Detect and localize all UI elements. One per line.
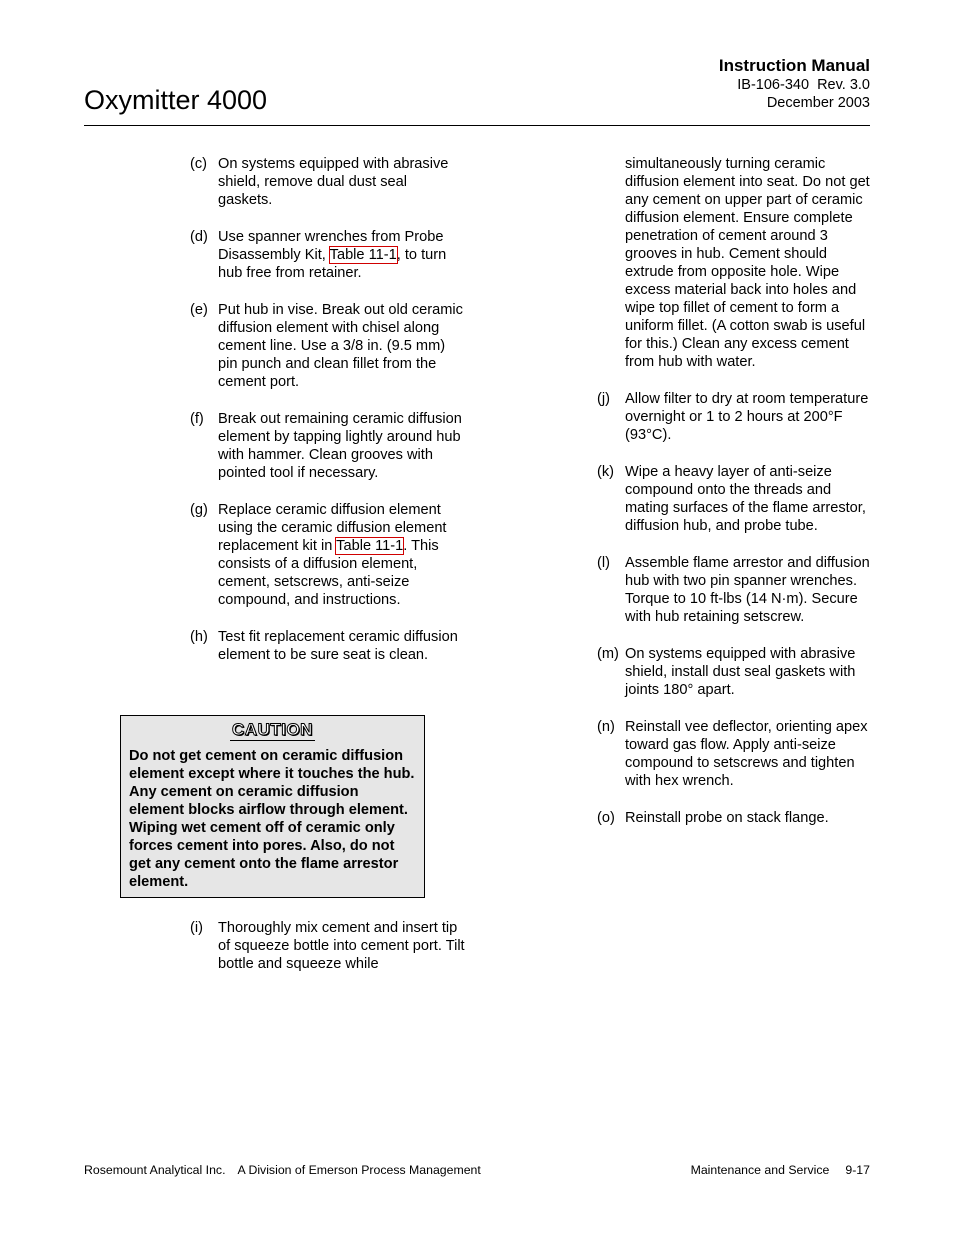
step-text: Put hub in vise. Break out old ceramic diffusion element with chisel along cement line. Use a 3/8 in. (9.5 mm) pin punch and clean fillet from the cement port. <box>218 302 463 390</box>
doc-date: December 2003 <box>766 95 870 111</box>
step-label: (e) <box>190 302 208 318</box>
footer-company: Rosemount Analytical Inc. <box>84 1163 226 1177</box>
page-number: 9-17 <box>845 1163 870 1177</box>
step-text-post: . This consists of a diffusion element, cement, setscrews, anti-seize compound, and instructions. <box>218 538 439 608</box>
step-i-continued: simultaneously turning ceramic diffusion element into seat. Do not get any cement on upper part of ceramic diffusion element. Ensure complete penetration of cement around 3 grooves in hub. Cement should extrude from opposite hole. Wipe excess material back into holes and wipe top fillet of cement to form a uniform fillet. (A cotton swab is useful for this.) Clean any excess cement from hub with water. <box>625 156 870 370</box>
step-label: (h) <box>190 629 208 645</box>
caution-box <box>120 715 425 898</box>
caution-text: Do not get cement on ceramic diffusion element except where it touches the hub. Any cement on ceramic diffusion element blocks airflow through element. Wiping wet cement off of ceramic only forces cement into pores. Also, do not get any cement onto the flame arrestor element. <box>129 748 415 890</box>
footer-right <box>691 1162 870 1178</box>
step-text: Thoroughly mix cement and insert tip of squeeze bottle into cement port. Tilt bottle and squeeze while <box>218 920 465 972</box>
step-label: (o) <box>597 810 615 826</box>
step-text: Reinstall vee deflector, orienting apex toward gas flow. Apply anti-seize compound to setscrews and tighten with hex wrench. <box>625 719 868 789</box>
step-label: (i) <box>190 920 203 936</box>
step-f <box>190 410 465 482</box>
step-text: Reinstall probe on stack flange. <box>625 810 829 826</box>
step-text: Break out remaining ceramic diffusion element by tapping lightly around hub with hammer. Clean grooves with pointed tool if necessary. <box>218 411 462 481</box>
step-c <box>190 155 465 209</box>
step-o <box>597 809 870 827</box>
step-text-post: , to turn hub free from retainer. <box>218 247 447 281</box>
step-label: (l) <box>597 555 610 571</box>
step-text-pre: Replace ceramic diffusion element using the ceramic diffusion element replacement kit in <box>218 502 447 554</box>
header-rule <box>84 125 870 126</box>
step-text: Wipe a heavy layer of anti-seize compound onto the threads and mating surfaces of the flame arrestor, diffusion hub, and probe tube. <box>625 464 866 534</box>
doc-number: IB-106-340 Rev. 3.0 <box>737 77 870 93</box>
product-title: Oxymitter 4000 <box>84 85 268 115</box>
step-text <box>218 228 465 282</box>
step-label: (j) <box>597 391 610 407</box>
left-column <box>190 155 465 683</box>
caution-title: CAUTION <box>232 720 313 739</box>
step-j <box>597 390 870 444</box>
step-h <box>190 628 465 664</box>
header-meta <box>719 56 870 112</box>
step-label: (k) <box>597 464 615 480</box>
step-text: On systems equipped with abrasive shield, install dust seal gaskets with joints 180° apart. <box>625 646 856 698</box>
step-l <box>597 554 870 626</box>
step-text: Allow filter to dry at room temperature overnight or 1 to 2 hours at 200°F (93°C). <box>625 391 869 443</box>
step-d <box>190 228 465 282</box>
footer-left <box>84 1162 481 1178</box>
step-label: (c) <box>190 156 208 172</box>
right-column <box>597 155 870 846</box>
step-m <box>597 645 870 699</box>
step-text <box>218 501 465 609</box>
step-i-block <box>190 919 465 992</box>
step-n <box>597 718 870 790</box>
step-text: Test fit replacement ceramic diffusion element to be sure seat is clean. <box>218 629 458 663</box>
step-label: (f) <box>190 411 204 427</box>
step-e <box>190 301 465 391</box>
step-g <box>190 501 465 609</box>
table-11-1-link[interactable]: Table 11-1 <box>329 247 397 263</box>
step-k <box>597 463 870 535</box>
table-11-1-link[interactable]: Table 11-1 <box>336 538 404 554</box>
step-label: (n) <box>597 719 615 735</box>
step-label: (g) <box>190 502 208 518</box>
step-text: Assemble flame arrestor and diffusion hub with two pin spanner wrenches. Torque to 10 ft-lbs (14 N·m). Secure with hub retaining setscrew. <box>625 555 870 625</box>
step-label: (d) <box>190 229 208 245</box>
footer-division: A Division of Emerson Process Management <box>237 1163 481 1177</box>
manual-title: Instruction Manual <box>718 56 870 75</box>
step-text: On systems equipped with abrasive shield, remove dual dust seal gaskets. <box>218 156 449 208</box>
step-i <box>190 919 465 973</box>
footer-section: Maintenance and Service <box>690 1163 830 1177</box>
step-label: (m) <box>597 646 619 662</box>
step-text-pre: Use spanner wrenches from Probe Disassembly Kit, <box>218 229 444 263</box>
